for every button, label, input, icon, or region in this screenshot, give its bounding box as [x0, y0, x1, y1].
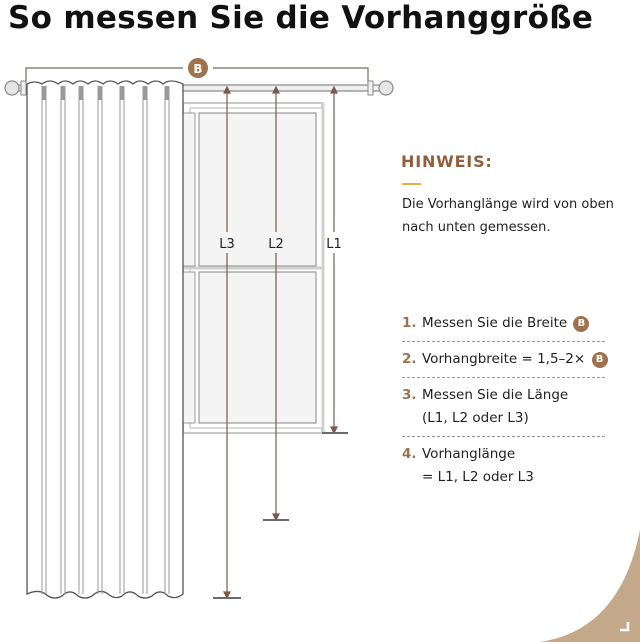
hinweis-title: HINWEIS:: [401, 152, 493, 171]
step-text: Messen Sie die Länge: [422, 387, 569, 403]
window-illustration: [183, 103, 323, 433]
b-badge-icon: B: [592, 352, 608, 368]
dashed-divider: [402, 436, 605, 437]
l3-label: L3: [219, 237, 235, 252]
step-number: 3.: [402, 387, 417, 403]
dashed-divider: [402, 341, 605, 342]
step-3: [402, 384, 612, 430]
svg-text:B: B: [193, 62, 203, 76]
b-badge-icon: B: [573, 316, 589, 332]
l2-label: L2: [268, 237, 284, 252]
step-text-line2: = L1, L2 oder L3: [422, 469, 534, 485]
page-title: So messen Sie die Vorhanggröße: [8, 0, 594, 36]
dashed-divider: [402, 377, 605, 378]
step-text: Vorhanglänge: [422, 446, 516, 462]
width-dimension: [26, 58, 368, 84]
hinweis-divider: [402, 183, 421, 185]
step-number: 4.: [402, 446, 417, 462]
step-2: [402, 348, 612, 371]
step-text: Messen Sie die Breite: [422, 315, 568, 331]
corner-decoration: [540, 530, 640, 642]
step-1: [402, 312, 612, 335]
l1-label: L1: [326, 237, 342, 252]
step-number: 2.: [402, 351, 417, 367]
curtain-illustration: [27, 81, 183, 598]
step-number: 1.: [402, 315, 417, 331]
step-text-line2: (L1, L2 oder L3): [422, 410, 529, 426]
step-text: Vorhangbreite = 1,5–2×: [422, 351, 586, 367]
steps-list: [402, 312, 612, 489]
step-4: [402, 443, 612, 489]
hinweis-text: Die Vorhanglänge wird von oben nach unten gemessen.: [402, 197, 614, 235]
